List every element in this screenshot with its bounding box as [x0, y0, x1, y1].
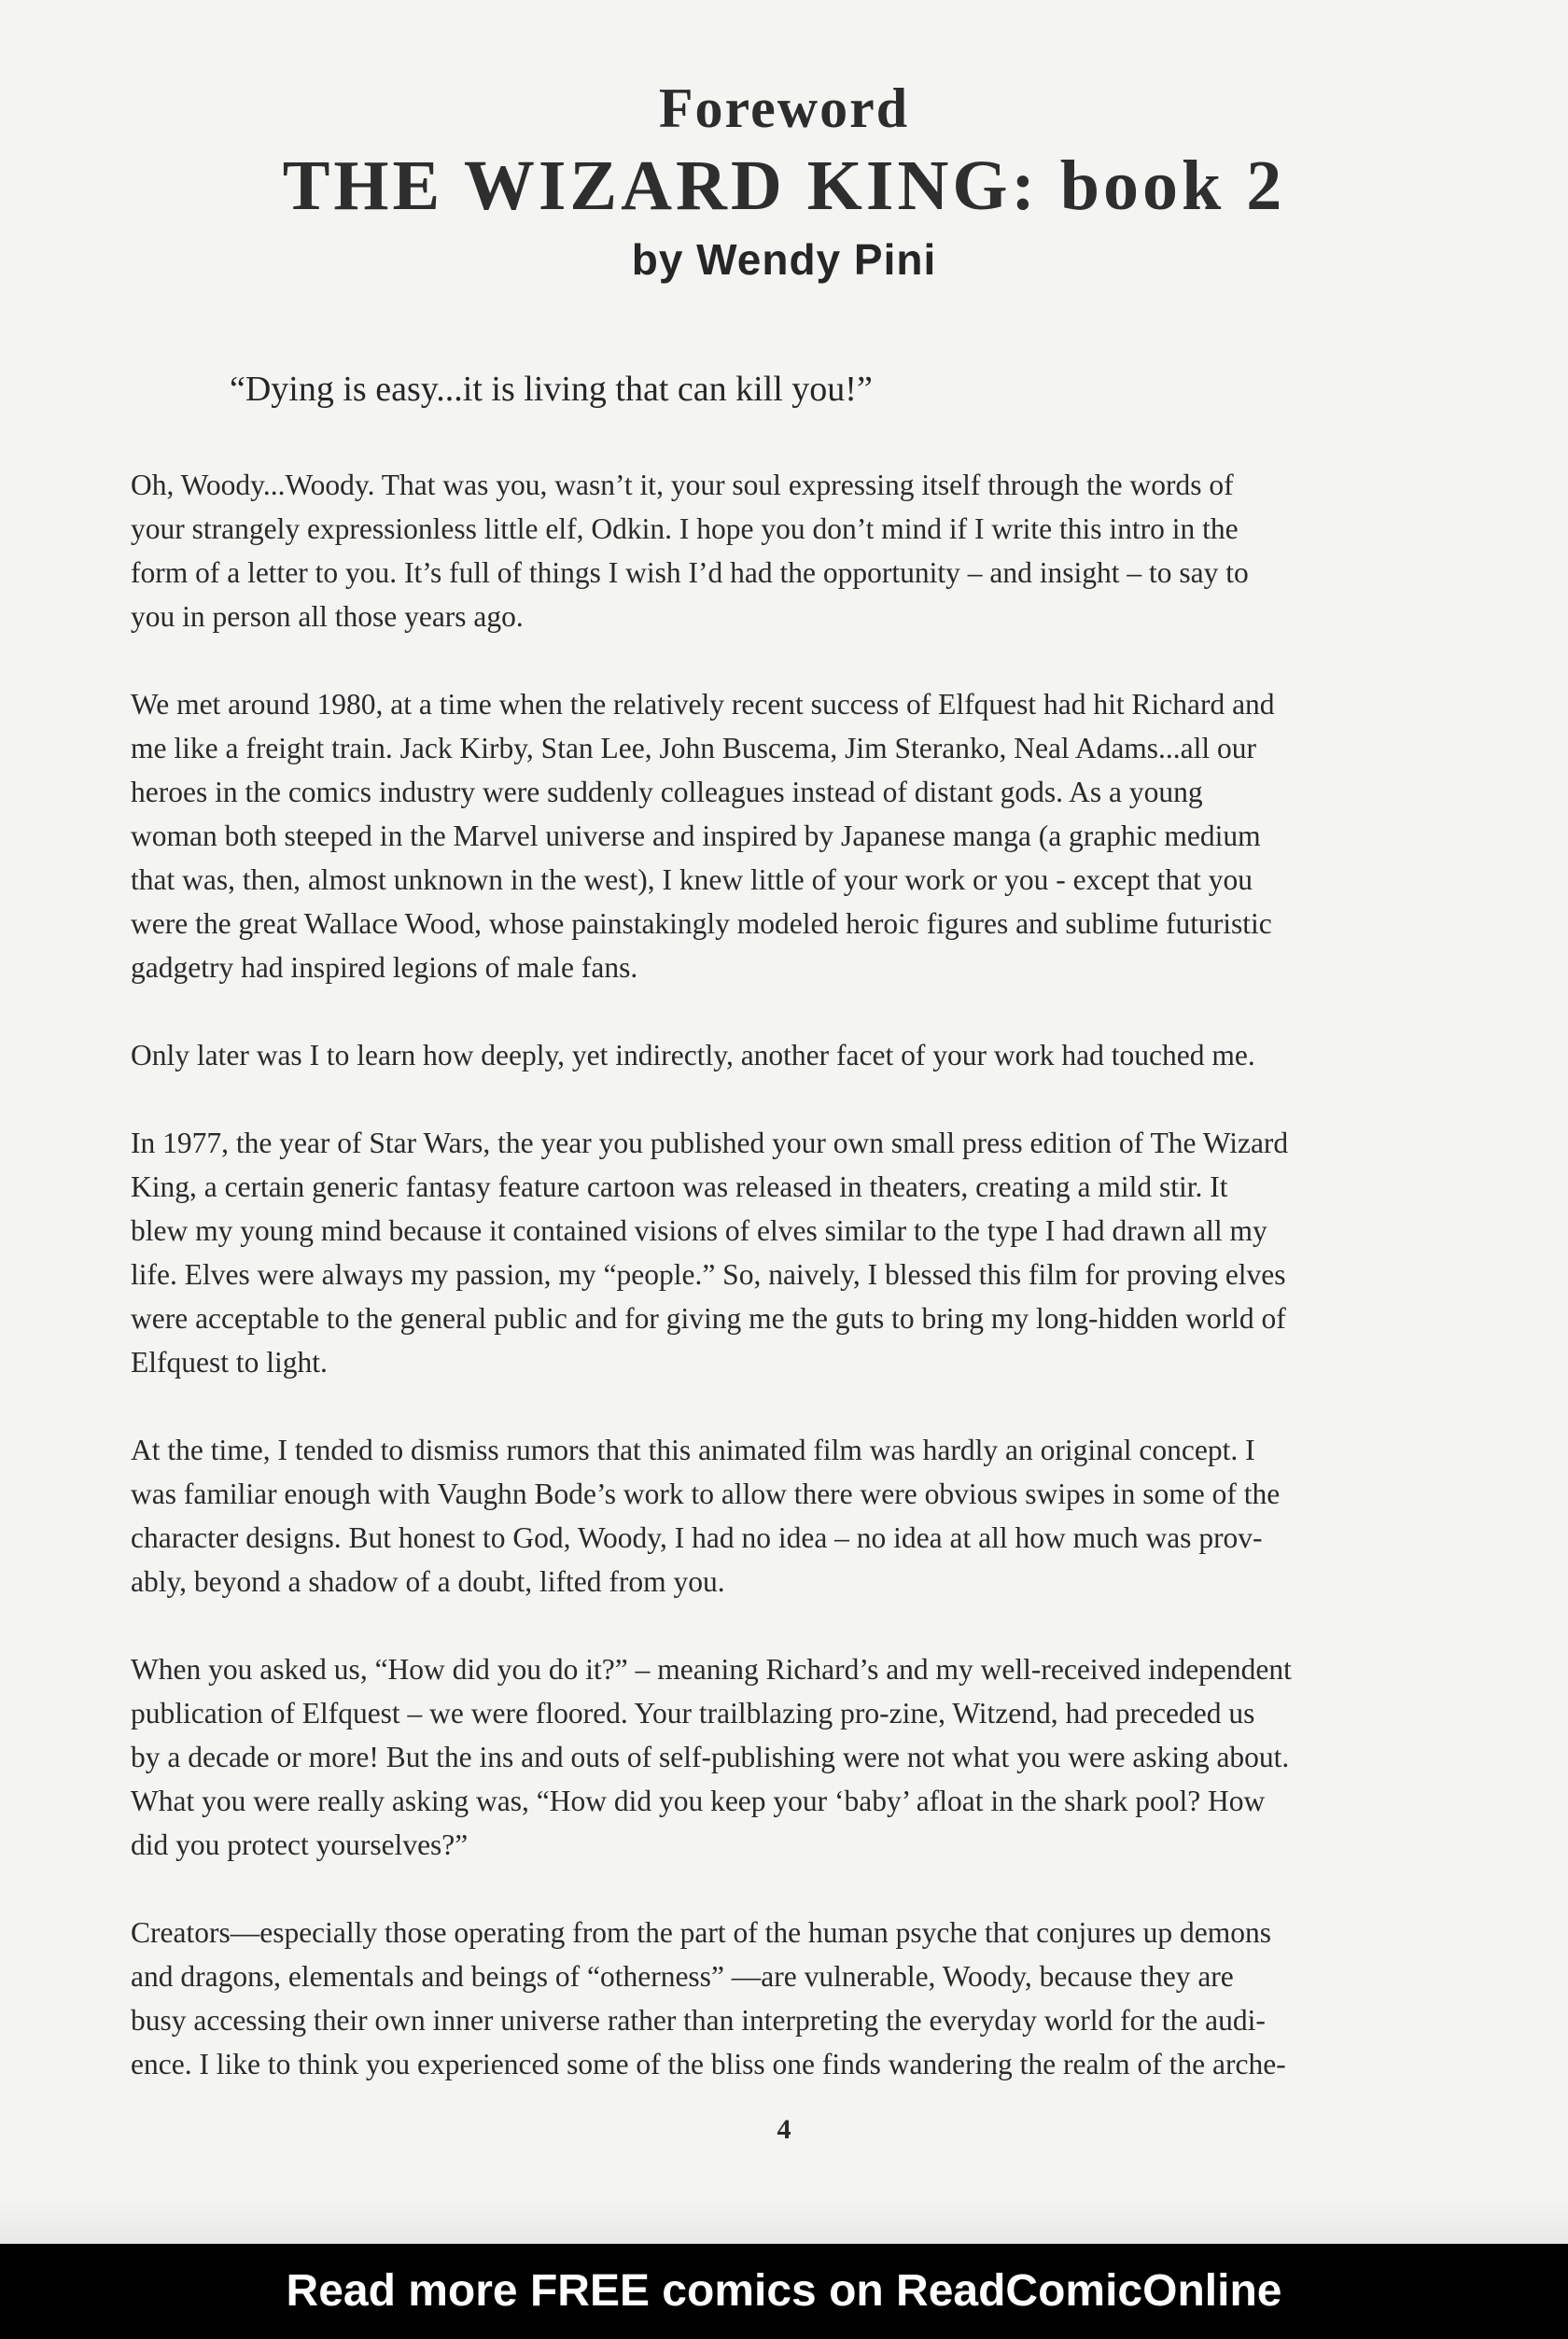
- text-line: gadgetry had inspired legions of male fans.: [131, 951, 638, 984]
- opening-quote: “Dying is easy...it is living that can kill you!”: [230, 370, 873, 409]
- text-line: Elfquest to light.: [131, 1346, 328, 1379]
- text-line: We met around 1980, at a time when the relatively recent success of Elfquest had hit Richard and: [131, 688, 1275, 721]
- text-line: me like a freight train. Jack Kirby, Stan Lee, John Buscema, Jim Steranko, Neal Adams...all our: [131, 732, 1257, 764]
- text-line: your strangely expressionless little elf, Odkin. I hope you don’t mind if I write this intro in the: [131, 512, 1239, 545]
- text-line: woman both steeped in the Marvel universe and inspired by Japanese manga (a graphic medium: [131, 819, 1261, 852]
- text-line: ence. I like to think you experienced some of the bliss one finds wandering the realm of the arche-: [131, 2048, 1286, 2080]
- text-line: character designs. But honest to God, Woody, I had no idea – no idea at all how much was prov-: [131, 1521, 1263, 1554]
- paragraph: [131, 682, 1447, 989]
- paragraph: [131, 1121, 1447, 1384]
- book-title: THE WIZARD KING: book 2: [282, 147, 1286, 225]
- text-line: you in person all those years ago.: [131, 600, 524, 633]
- text-line: publication of Elfquest – we were floored. Your trailblazing pro-zine, Witzend, had preceded us: [131, 1697, 1255, 1730]
- text-line: blew my young mind because it contained visions of elves similar to the type I had drawn all my: [131, 1214, 1267, 1247]
- text-line: What you were really asking was, “How did you keep your ‘baby’ afloat in the shark pool? How: [131, 1785, 1266, 1817]
- paragraph: [131, 1911, 1447, 2086]
- foreword-header: [0, 75, 1568, 287]
- text-line: was familiar enough with Vaughn Bode’s work to allow there were obvious swipes in some of the: [131, 1478, 1281, 1510]
- paragraph: [131, 463, 1447, 638]
- text-line: King, a certain generic fantasy feature cartoon was released in theaters, creating a mild stir. It: [131, 1170, 1228, 1203]
- text-line: Only later was I to learn how deeply, yet indirectly, another facet of your work had touched me.: [131, 1039, 1255, 1071]
- text-line: and dragons, elementals and beings of “otherness” —are vulnerable, Woody, because they are: [131, 1960, 1234, 1993]
- foreword-body: [131, 463, 1447, 2130]
- paragraph: [131, 1033, 1447, 1077]
- text-line: When you asked us, “How did you do it?” – meaning Richard’s and my well-received independent: [131, 1653, 1292, 1686]
- page-edge-shadow: [0, 2199, 1568, 2244]
- text-line: life. Elves were always my passion, my “people.” So, naively, I blessed this film for proving elves: [131, 1258, 1286, 1291]
- text-line: ably, beyond a shadow of a doubt, lifted from you.: [131, 1565, 725, 1598]
- text-line: were the great Wallace Wood, whose painstakingly modeled heroic figures and sublime futuristic: [131, 907, 1272, 940]
- text-line: Creators—especially those operating from the part of the human psyche that conjures up demons: [131, 1916, 1272, 1949]
- paragraph: [131, 1647, 1447, 1867]
- promo-banner[interactable]: Read more FREE comics on ReadComicOnline: [0, 2244, 1568, 2339]
- foreword-label: Foreword: [658, 77, 910, 139]
- text-line: that was, then, almost unknown in the west), I knew little of your work or you - except that you: [131, 863, 1253, 896]
- page-number: 4: [777, 2114, 791, 2145]
- text-line: Oh, Woody...Woody. That was you, wasn’t it, your soul expressing itself through the words of: [131, 469, 1234, 501]
- text-line: were acceptable to the general public and for giving me the guts to bring my long-hidden world of: [131, 1302, 1286, 1335]
- text-line: heroes in the comics industry were suddenly colleagues instead of distant gods. As a young: [131, 776, 1203, 808]
- text-line: by a decade or more! But the ins and outs of self-publishing were not what you were asking about.: [131, 1741, 1290, 1773]
- text-line: In 1977, the year of Star Wars, the year you published your own small press edition of The Wizard: [131, 1127, 1289, 1159]
- text-line: At the time, I tended to dismiss rumors that this animated film was hardly an original concept. I: [131, 1434, 1255, 1466]
- text-line: busy accessing their own inner universe rather than interpreting the everyday world for the audi-: [131, 2004, 1266, 2037]
- text-line: form of a letter to you. It’s full of things I wish I’d had the opportunity – and insight – to say to: [131, 556, 1249, 589]
- paragraph: [131, 1428, 1447, 1604]
- text-line: did you protect yourselves?”: [131, 1828, 469, 1861]
- author-byline: by Wendy Pini: [631, 235, 937, 284]
